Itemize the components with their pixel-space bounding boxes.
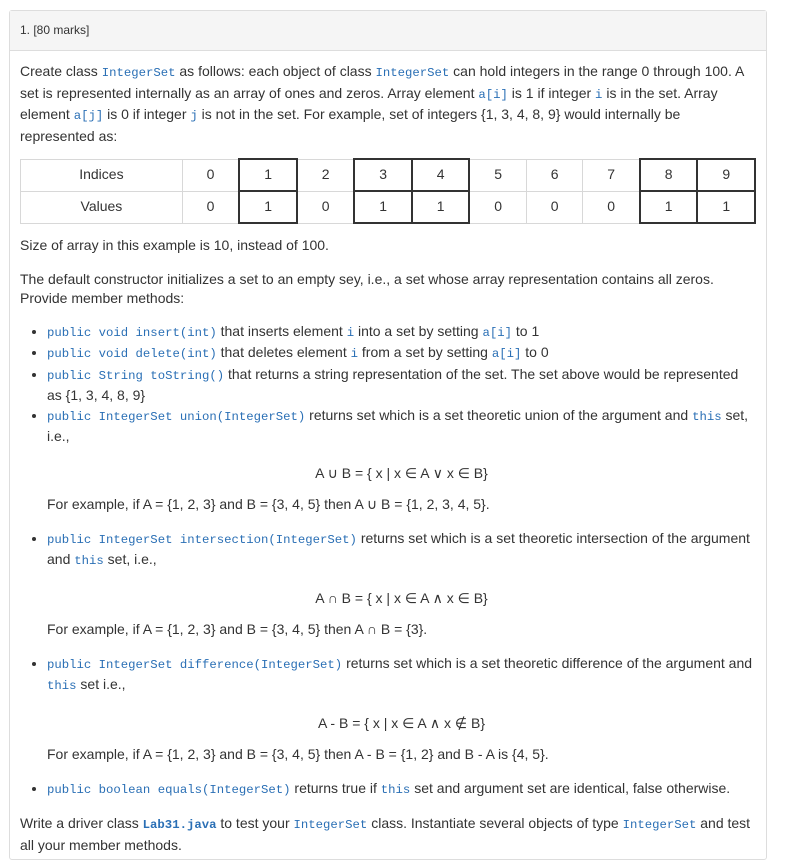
value-cell: 0	[526, 191, 583, 223]
method-text: set and argument set are identical, false otherwise.	[410, 779, 731, 796]
method-text: returns set which is a set theoretic difference of the argument and	[342, 654, 753, 671]
code-a-i: a[i]	[491, 347, 522, 361]
method-insert	[47, 322, 756, 344]
driver-text: class. Instantiate several objects of type	[367, 815, 623, 831]
code-integerset: IntegerSet	[293, 818, 368, 832]
method-tostring	[47, 365, 756, 406]
code-this: this	[47, 679, 77, 693]
code-integerset: IntegerSet	[622, 818, 697, 832]
default-constructor-paragraph: The default constructor initializes a set to an empty sey, i.e., a set whose array representation contains all zeros. Provide member methods:	[20, 270, 714, 306]
values-label: Values	[21, 191, 183, 223]
method-text: set, i.e.,	[47, 406, 749, 444]
value-cell: 1	[697, 191, 755, 223]
method-text: returns true if	[290, 779, 381, 796]
value-cell: 0	[297, 191, 355, 223]
index-cell: 0	[182, 159, 239, 191]
method-text: into a set by setting	[354, 322, 483, 339]
code-integerset: IntegerSet	[101, 66, 176, 80]
code-this: this	[380, 782, 411, 797]
method-union	[47, 406, 756, 515]
union-formula: A ∪ B = { x | x ∈ A ∨ x ∈ B}	[315, 464, 488, 481]
index-cell: 2	[297, 159, 355, 191]
intro-text: is 0 if integer	[103, 106, 191, 122]
question-panel	[9, 10, 767, 860]
code-lab31: Lab31.java	[142, 818, 217, 832]
method-text: to 0	[521, 344, 549, 360]
intro-text: is 1 if integer	[507, 84, 596, 101]
question-header: 1. [80 marks]	[10, 11, 766, 51]
driver-text: Write a driver class	[20, 815, 143, 831]
method-signature: public IntegerSet union(IntegerSet)	[47, 409, 306, 424]
method-delete	[47, 343, 756, 365]
code-i: i	[346, 325, 355, 340]
value-cell: 1	[239, 191, 297, 223]
value-cell: 0	[583, 191, 640, 223]
difference-formula: A - B = { x | x ∈ A ∧ x ∉ B}	[317, 714, 486, 731]
value-cell: 1	[412, 191, 470, 223]
index-cell: 3	[354, 159, 412, 191]
method-signature: public IntegerSet difference(IntegerSet)	[47, 657, 343, 672]
index-cell: 8	[640, 159, 698, 191]
intro-text: as follows: each object of class	[175, 63, 376, 79]
intersection-example: For example, if A = {1, 2, 3} and B = {3, 4, 5} then A ∩ B = {3}.	[47, 621, 428, 637]
union-example: For example, if A = {1, 2, 3} and B = {3, 4, 5} then A ∪ B = {1, 2, 3, 4, 5}.	[47, 496, 490, 512]
indices-row	[21, 159, 756, 191]
indices-label: Indices	[21, 159, 183, 191]
code-i: i	[350, 347, 358, 361]
method-text: to 1	[512, 322, 540, 339]
method-signature: public void insert(int)	[47, 325, 217, 340]
index-cell: 9	[697, 159, 755, 191]
index-cell: 4	[412, 159, 470, 191]
method-text: set, i.e.,	[103, 551, 157, 567]
code-this: this	[74, 554, 104, 568]
values-row	[21, 191, 756, 223]
code-this: this	[692, 409, 722, 424]
method-text: returns set which is a set theoretic union of the argument and	[305, 406, 693, 423]
code-a-j: a[j]	[73, 109, 104, 123]
index-cell: 1	[239, 159, 297, 191]
value-cell: 0	[182, 191, 239, 223]
size-note: Size of array in this example is 10, instead of 100.	[20, 237, 329, 253]
driver-paragraph	[20, 814, 756, 855]
array-table	[20, 158, 756, 224]
code-a-i: a[i]	[478, 87, 508, 102]
index-cell: 5	[469, 159, 526, 191]
code-i: i	[595, 87, 603, 102]
method-text: that returns a string representation of the set. The set above would be represented as {1, 3, 4, 8, 9}	[47, 365, 739, 403]
code-integerset: IntegerSet	[375, 66, 450, 80]
method-text: set i.e.,	[76, 676, 126, 692]
method-text: from a set by setting	[358, 344, 492, 360]
index-cell: 6	[526, 159, 583, 191]
method-signature: public IntegerSet intersection(IntegerSet)	[47, 532, 357, 547]
value-cell: 1	[640, 191, 698, 223]
method-text: that deletes element	[216, 344, 351, 360]
method-list	[20, 322, 756, 801]
intro-paragraph	[20, 62, 756, 146]
method-signature: public boolean equals(IntegerSet)	[47, 782, 291, 797]
question-body	[10, 62, 766, 855]
method-signature: public String toString()	[47, 368, 225, 383]
difference-example: For example, if A = {1, 2, 3} and B = {3, 4, 5} then A - B = {1, 2} and B - A is {4, 5}.	[47, 746, 549, 762]
index-cell: 7	[583, 159, 640, 191]
code-a-i: a[i]	[482, 325, 513, 340]
method-signature: public void delete(int)	[47, 347, 217, 361]
intersection-formula: A ∩ B = { x | x ∈ A ∧ x ∈ B}	[315, 589, 488, 606]
intro-text: can hold integers in the range 0 through 100. A set is represented internally as an array of ones and zeros. Array element	[20, 63, 744, 101]
method-equals	[47, 779, 756, 801]
method-text: that inserts element	[216, 322, 347, 339]
method-intersection	[47, 529, 756, 640]
driver-text: to test your	[216, 815, 294, 831]
value-cell: 1	[354, 191, 412, 223]
value-cell: 0	[469, 191, 526, 223]
code-j: j	[190, 109, 198, 123]
method-difference	[47, 654, 756, 765]
driver-text: and test all your member methods.	[20, 815, 751, 853]
intro-text: is not in the set. For example, set of integers {1, 3, 4, 8, 9} would internally be represented as:	[20, 106, 681, 144]
intro-text: is in the set. Array element	[20, 84, 718, 122]
intro-text: Create class	[20, 63, 102, 79]
method-text: returns set which is a set theoretic intersection of the argument and	[47, 529, 750, 567]
